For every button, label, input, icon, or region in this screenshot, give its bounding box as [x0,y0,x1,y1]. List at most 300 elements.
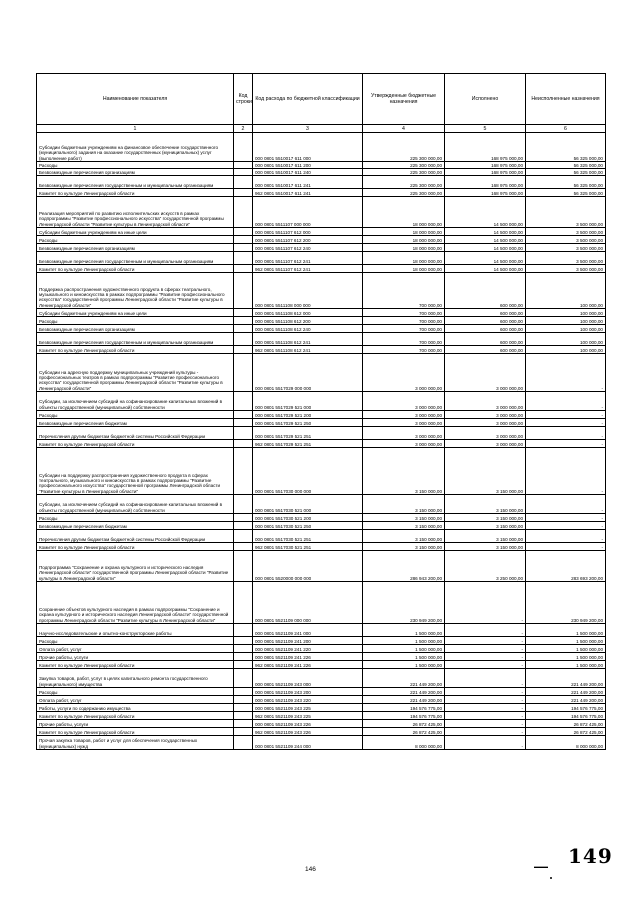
indicator-name-cell: Расходы [37,411,234,419]
unexecuted-amount-cell: - [526,448,606,495]
approved-amount-cell: 700 000,00 [363,317,445,325]
executed-amount-cell: - [445,669,526,688]
table-row [37,176,606,189]
executed-amount-cell: 3 150 000,00 [445,495,526,514]
row-code-cell [234,704,253,712]
indicator-name-cell: Работы, услуги по содержанию имущества [37,704,234,712]
table-row [37,189,606,197]
indicator-name-cell: Оплата работ, услуг [37,645,234,653]
approved-amount-cell: 194 576 775,00 [363,704,445,712]
unexecuted-amount-cell: 26 872 425,00 [526,720,606,728]
row-code-cell [234,411,253,419]
row-code-cell [234,645,253,653]
table-row [37,669,606,688]
executed-amount-cell: 3 150 000,00 [445,530,526,543]
indicator-name-cell: Комитет по культуре Ленинградской области [37,346,234,354]
unexecuted-amount-cell: - [526,543,606,551]
row-code-cell [234,325,253,333]
approved-amount-cell: 1 500 000,00 [363,661,445,669]
indicator-name-cell: Оплата работ, услуг [37,696,234,704]
budget-code-cell: 962 0801 5521109 241 226 [253,661,363,669]
budget-code-cell: 962 0801 5510017 611 241 [253,189,363,197]
approved-amount-cell: 3 150 000,00 [363,543,445,551]
executed-amount-cell: 3 150 000,00 [445,448,526,495]
indicator-name-cell: Закупка товаров, работ, услуг в целях капитального ремонта государственного (муниципального) имущества [37,669,234,688]
unexecuted-amount-cell: - [526,411,606,419]
unexecuted-amount-cell: 100 000,00 [526,317,606,325]
row-code-cell [234,522,253,530]
approved-amount-cell: 3 150 000,00 [363,495,445,514]
table-row [37,448,606,495]
column-index-4: 4 [363,125,445,133]
indicator-name-cell: Прочие работы, услуги [37,720,234,728]
unexecuted-amount-cell: - [526,495,606,514]
table-row [37,346,606,354]
indicator-name-cell: Комитет по культуре Ленинградской области [37,712,234,720]
column-index-2: 2 [234,125,253,133]
row-code-cell [234,448,253,495]
indicator-name-cell: Сохранение объектов культурного наследия в рамках подпрограммы "Сохранение и охрана культурного и исторического наследия Ленинградской области" государственной программы Ленинградской области "Развитие культуры в Ленинградской области" [37,582,234,624]
table-row [37,244,606,252]
budget-code-cell: 000 0801 5511108 000 000 [253,273,363,309]
table-row [37,265,606,273]
unexecuted-amount-cell: 3 500 000,00 [526,197,606,228]
indicator-name-cell: Поддержка распространения художественного продукта в сферах театрального, музыкального и киноискусства в рамках подпрограммы "Развитие профессионального искусства" государственной программы Ленинградской области "Развитие культуры в Ленинградской области" [37,273,234,309]
executed-amount-cell: - [445,653,526,661]
table-row [37,236,606,244]
table-row [37,228,606,236]
column-index-5: 5 [445,125,526,133]
unexecuted-amount-cell: 194 576 775,00 [526,712,606,720]
approved-amount-cell: 194 576 775,00 [363,712,445,720]
table-row [37,637,606,645]
table-row [37,582,606,624]
executed-amount-cell: 3 000 000,00 [445,392,526,411]
budget-code-cell: 000 0801 5517030 521 000 [253,495,363,514]
unexecuted-amount-cell: - [526,530,606,543]
budget-code-cell: 000 0801 5521109 243 000 [253,669,363,688]
row-code-cell [234,354,253,392]
unexecuted-amount-cell: 1 500 000,00 [526,653,606,661]
row-code-cell [234,169,253,176]
unexecuted-amount-cell: - [526,419,606,427]
approved-amount-cell: 225 300 000,00 [363,189,445,197]
budget-code-cell: 000 0801 5511107 612 000 [253,228,363,236]
indicator-name-cell: Перечисления другим бюджетам бюджетной системы Российской Федерации [37,427,234,440]
approved-amount-cell: 18 000 000,00 [363,236,445,244]
table-row [37,440,606,448]
executed-amount-cell: 3 150 000,00 [445,514,526,522]
executed-amount-cell: 600 000,00 [445,325,526,333]
indicator-name-cell: Комитет по культуре Ленинградской области [37,728,234,736]
executed-amount-cell: - [445,645,526,653]
table-row [37,169,606,176]
table-row [37,133,606,162]
unexecuted-amount-cell: 1 500 000,00 [526,637,606,645]
executed-amount-cell: 3 000 000,00 [445,411,526,419]
executed-amount-cell: 14 500 000,00 [445,265,526,273]
row-code-cell [234,661,253,669]
budget-code-cell: 000 0801 5511108 612 000 [253,309,363,317]
table-row [37,728,606,736]
row-code-cell [234,728,253,736]
unexecuted-amount-cell: 221 449 200,00 [526,669,606,688]
budget-code-cell: 000 0801 5521109 241 200 [253,637,363,645]
row-code-cell [234,176,253,189]
executed-amount-cell: - [445,728,526,736]
budget-code-cell: 962 0801 5517030 521 251 [253,543,363,551]
row-code-cell [234,265,253,273]
table-header-row [37,74,606,125]
unexecuted-amount-cell: 56 325 000,00 [526,162,606,169]
table-row [37,543,606,551]
table-row [37,522,606,530]
indicator-name-cell: Безвозмездные перечисления организациям [37,325,234,333]
unexecuted-amount-cell: - [526,522,606,530]
approved-amount-cell: 18 000 000,00 [363,265,445,273]
unexecuted-amount-cell: 100 000,00 [526,309,606,317]
approved-amount-cell: 225 300 000,00 [363,162,445,169]
indicator-name-cell: Расходы [37,236,234,244]
table-row [37,736,606,750]
executed-amount-cell: 3 150 000,00 [445,543,526,551]
budget-code-cell: 000 0801 5511108 612 241 [253,333,363,346]
row-code-cell [234,712,253,720]
header-budget-classification-code: Код расхода по бюджетной классификации [253,74,363,125]
unexecuted-amount-cell: 100 000,00 [526,325,606,333]
executed-amount-cell: - [445,736,526,750]
approved-amount-cell: 3 150 000,00 [363,514,445,522]
budget-code-cell: 000 0801 5521109 241 220 [253,645,363,653]
row-code-cell [234,346,253,354]
indicator-name-cell: Прочая закупка товаров, работ и услуг для обеспечения государственных (муниципальных) нужд [37,736,234,750]
budget-code-cell: 000 0801 5521109 000 000 [253,582,363,624]
table-row [37,624,606,637]
row-code-cell [234,309,253,317]
indicator-name-cell: Комитет по культуре Ленинградской области [37,661,234,669]
unexecuted-amount-cell: 8 000 000,00 [526,736,606,750]
budget-code-cell: 000 0801 5511107 000 000 [253,197,363,228]
row-code-cell [234,582,253,624]
table-row [37,514,606,522]
approved-amount-cell: 3 000 000,00 [363,427,445,440]
approved-amount-cell: 1 500 000,00 [363,645,445,653]
executed-amount-cell: 3 000 000,00 [445,427,526,440]
executed-amount-cell: 3 000 000,00 [445,354,526,392]
indicator-name-cell: Прочие работы, услуги [37,653,234,661]
executed-amount-cell: - [445,720,526,728]
table-row [37,427,606,440]
table-row [37,197,606,228]
table-row [37,704,606,712]
unexecuted-amount-cell: - [526,427,606,440]
table-body [37,133,606,750]
column-index-1: 1 [37,125,234,133]
row-code-cell [234,736,253,750]
row-code-cell [234,440,253,448]
row-code-cell [234,624,253,637]
unexecuted-amount-cell: 1 500 000,00 [526,661,606,669]
indicator-name-cell: Субсидии бюджетным учреждениям на иные цели [37,228,234,236]
row-code-cell [234,637,253,645]
budget-code-cell: 000 0801 5510017 611 200 [253,162,363,169]
approved-amount-cell: 225 300 000,00 [363,176,445,189]
table-row [37,495,606,514]
header-approved-assignments: Утвержденные бюджетные назначения [363,74,445,125]
approved-amount-cell: 3 000 000,00 [363,440,445,448]
budget-code-cell: 000 0801 5510017 611 000 [253,133,363,162]
indicator-name-cell: Расходы [37,162,234,169]
unexecuted-amount-cell: - [526,440,606,448]
executed-amount-cell: 168 975 000,00 [445,169,526,176]
row-code-cell [234,236,253,244]
executed-amount-cell: 168 975 000,00 [445,162,526,169]
budget-code-cell: 000 0801 5521109 244 000 [253,736,363,750]
approved-amount-cell: 3 000 000,00 [363,392,445,411]
executed-amount-cell: 14 500 000,00 [445,197,526,228]
row-code-cell [234,551,253,582]
executed-amount-cell: 14 500 000,00 [445,228,526,236]
indicator-name-cell: Расходы [37,514,234,522]
indicator-name-cell: Реализация мероприятий по развитию исполнительских искусств в рамках подпрограммы "Развитие профессионального искусства" государственной программы Ленинградской области "Развитие культуры в Ленинградской области" [37,197,234,228]
row-code-cell [234,669,253,688]
budget-code-cell: 000 0801 5521109 241 000 [253,624,363,637]
table-row [37,252,606,265]
table-row [37,712,606,720]
executed-amount-cell: 3 150 000,00 [445,522,526,530]
executed-amount-cell: - [445,624,526,637]
unexecuted-amount-cell: 1 500 000,00 [526,624,606,637]
indicator-name-cell: Субсидии на поддержку распространения художественного продукта в сферах театрального, музыкального и киноискусства в рамках подпрограммы "Развитие профессионального искусства" государственной программы Ленинградской области "Развитие культуры в Ленинградской области" [37,448,234,495]
executed-amount-cell: - [445,704,526,712]
executed-amount-cell: - [445,637,526,645]
budget-code-cell: 000 0801 5517029 521 250 [253,419,363,427]
row-code-cell [234,133,253,162]
executed-amount-cell: - [445,688,526,696]
row-code-cell [234,514,253,522]
budget-code-cell: 962 0801 5521109 243 226 [253,728,363,736]
budget-code-cell: 962 0801 5511108 612 241 [253,346,363,354]
indicator-name-cell: Безвозмездные перечисления бюджетам [37,522,234,530]
unexecuted-amount-cell: 3 500 000,00 [526,236,606,244]
column-index-6: 6 [526,125,606,133]
budget-code-cell: 000 0801 5521109 241 226 [253,653,363,661]
approved-amount-cell: 286 943 200,00 [363,551,445,582]
approved-amount-cell: 221 449 200,00 [363,669,445,688]
budget-code-cell: 000 0801 5511108 612 200 [253,317,363,325]
executed-amount-cell: 168 975 000,00 [445,189,526,197]
unexecuted-amount-cell: 221 449 200,00 [526,696,606,704]
row-code-cell [234,333,253,346]
row-code-cell [234,696,253,704]
header-unexecuted-assignments: Неисполненные назначения [526,74,606,125]
approved-amount-cell: 230 949 200,00 [363,582,445,624]
executed-amount-cell: 14 500 000,00 [445,244,526,252]
executed-amount-cell: 3 250 000,00 [445,551,526,582]
indicator-name-cell: Безвозмездные перечисления бюджетам [37,419,234,427]
budget-code-cell: 000 0801 5510017 611 241 [253,176,363,189]
row-code-cell [234,530,253,543]
budget-code-cell: 000 0801 5510017 611 240 [253,169,363,176]
approved-amount-cell: 3 000 000,00 [363,411,445,419]
unexecuted-amount-cell: 100 000,00 [526,273,606,309]
budget-code-cell: 000 0801 5517030 521 200 [253,514,363,522]
executed-amount-cell: - [445,712,526,720]
executed-amount-cell: 3 000 000,00 [445,419,526,427]
mark-dot [550,877,552,879]
row-code-cell [234,252,253,265]
approved-amount-cell: 1 500 000,00 [363,637,445,645]
executed-amount-cell: 600 000,00 [445,273,526,309]
unexecuted-amount-cell: - [526,354,606,392]
header-row-code: Код строки [234,74,253,125]
executed-amount-cell: 600 000,00 [445,309,526,317]
table-row [37,273,606,309]
stamp-dash: — [534,858,548,874]
unexecuted-amount-cell: 56 325 000,00 [526,189,606,197]
approved-amount-cell: 3 150 000,00 [363,448,445,495]
indicator-name-cell: Субсидии, за исключением субсидий на софинансирование капитальных вложений в объекты государственной (муниципальной) собственности [37,495,234,514]
executed-amount-cell: - [445,696,526,704]
executed-amount-cell: 600 000,00 [445,333,526,346]
budget-code-cell: 962 0801 5517029 521 251 [253,440,363,448]
table-row [37,325,606,333]
approved-amount-cell: 18 000 000,00 [363,228,445,236]
indicator-name-cell: Безвозмездные перечисления организациям [37,169,234,176]
row-code-cell [234,162,253,169]
unexecuted-amount-cell: 100 000,00 [526,333,606,346]
budget-execution-table [36,73,606,750]
budget-code-cell: 000 0801 5517030 521 250 [253,522,363,530]
table-row [37,720,606,728]
row-code-cell [234,228,253,236]
executed-amount-cell: 168 975 000,00 [445,133,526,162]
indicator-name-cell: Безвозмездные перечисления государственным и муниципальным организациям [37,176,234,189]
table-row [37,309,606,317]
table-row [37,392,606,411]
indicator-name-cell: Научно-исследовательские и опытно-конструкторские работы [37,624,234,637]
unexecuted-amount-cell: 3 500 000,00 [526,244,606,252]
approved-amount-cell: 700 000,00 [363,346,445,354]
indicator-name-cell: Комитет по культуре Ленинградской области [37,189,234,197]
executed-amount-cell: - [445,661,526,669]
approved-amount-cell: 221 449 200,00 [363,688,445,696]
approved-amount-cell: 1 500 000,00 [363,624,445,637]
table-row [37,162,606,169]
budget-code-cell: 000 0801 5517030 000 000 [253,448,363,495]
indicator-name-cell: Безвозмездные перечисления организациям [37,244,234,252]
handwritten-page-number-stamp: 149 [568,844,613,868]
indicator-name-cell: Расходы [37,637,234,645]
budget-code-cell: 962 0801 5511107 612 241 [253,265,363,273]
indicator-name-cell: Комитет по культуре Ленинградской области [37,440,234,448]
approved-amount-cell: 700 000,00 [363,325,445,333]
approved-amount-cell: 700 000,00 [363,309,445,317]
row-code-cell [234,427,253,440]
table-row [37,661,606,669]
approved-amount-cell: 18 000 000,00 [363,252,445,265]
row-code-cell [234,419,253,427]
approved-amount-cell: 3 150 000,00 [363,530,445,543]
approved-amount-cell: 8 000 000,00 [363,736,445,750]
row-code-cell [234,197,253,228]
indicator-name-cell: Субсидии, за исключением субсидий на софинансирование капитальных вложений в объекты государственной (муниципальной) собственности [37,392,234,411]
table-row [37,696,606,704]
column-index-row [37,125,606,133]
indicator-name-cell: Комитет по культуре Ленинградской области [37,543,234,551]
table-row [37,551,606,582]
unexecuted-amount-cell: - [526,514,606,522]
table-row [37,333,606,346]
table-row [37,411,606,419]
unexecuted-amount-cell: 3 500 000,00 [526,228,606,236]
approved-amount-cell: 3 000 000,00 [363,354,445,392]
indicator-name-cell: Расходы [37,317,234,325]
approved-amount-cell: 18 000 000,00 [363,244,445,252]
page-number: 146 [305,866,316,873]
row-code-cell [234,543,253,551]
unexecuted-amount-cell: 230 949 200,00 [526,582,606,624]
indicator-name-cell: Безвозмездные перечисления государственным и муниципальным организациям [37,252,234,265]
budget-code-cell: 000 0801 5517029 521 200 [253,411,363,419]
unexecuted-amount-cell: 221 449 200,00 [526,688,606,696]
unexecuted-amount-cell: 1 500 000,00 [526,645,606,653]
row-code-cell [234,495,253,514]
approved-amount-cell: 225 300 000,00 [363,169,445,176]
budget-code-cell: 000 0801 5521109 243 226 [253,720,363,728]
column-index-3: 3 [253,125,363,133]
table-row [37,653,606,661]
executed-amount-cell: 168 975 000,00 [445,176,526,189]
unexecuted-amount-cell: 56 325 000,00 [526,133,606,162]
executed-amount-cell: 14 500 000,00 [445,252,526,265]
executed-amount-cell: 14 500 000,00 [445,236,526,244]
unexecuted-amount-cell: 3 500 000,00 [526,252,606,265]
budget-code-cell: 000 0801 5511107 612 241 [253,252,363,265]
indicator-name-cell: Комитет по культуре Ленинградской области [37,265,234,273]
table-row [37,645,606,653]
indicator-name-cell: Безвозмездные перечисления государственным и муниципальным организациям [37,333,234,346]
header-indicator-name: Наименование показателя [37,74,234,125]
indicator-name-cell: Субсидии бюджетным учреждениям на финансовое обеспечение государственного (муниципального) задания на оказание государственных (муниципальных) услуг (выполнение работ) [37,133,234,162]
approved-amount-cell: 700 000,00 [363,333,445,346]
approved-amount-cell: 225 300 000,00 [363,133,445,162]
indicator-name-cell: Подпрограмма "Сохранение и охрана культурного и исторического наследия Ленинградской области" государственной программы Ленинградской области "Развитие культуры в Ленинградской области" [37,551,234,582]
row-code-cell [234,244,253,252]
row-code-cell [234,317,253,325]
table-row [37,354,606,392]
unexecuted-amount-cell: 3 500 000,00 [526,265,606,273]
approved-amount-cell: 221 449 200,00 [363,696,445,704]
approved-amount-cell: 18 000 000,00 [363,197,445,228]
budget-code-cell: 000 0801 5520000 000 000 [253,551,363,582]
executed-amount-cell: - [445,582,526,624]
approved-amount-cell: 26 872 425,00 [363,728,445,736]
executed-amount-cell: 600 000,00 [445,317,526,325]
budget-code-cell: 000 0801 5517029 521 000 [253,392,363,411]
budget-code-cell: 000 0801 5511108 612 240 [253,325,363,333]
unexecuted-amount-cell: - [526,392,606,411]
header-executed: Исполнено [445,74,526,125]
row-code-cell [234,392,253,411]
executed-amount-cell: 3 000 000,00 [445,440,526,448]
row-code-cell [234,688,253,696]
budget-code-cell: 000 0801 5511107 612 200 [253,236,363,244]
row-code-cell [234,720,253,728]
budget-code-cell: 000 0801 5517029 521 251 [253,427,363,440]
budget-code-cell: 000 0801 5521109 243 220 [253,696,363,704]
unexecuted-amount-cell: 194 576 775,00 [526,704,606,712]
